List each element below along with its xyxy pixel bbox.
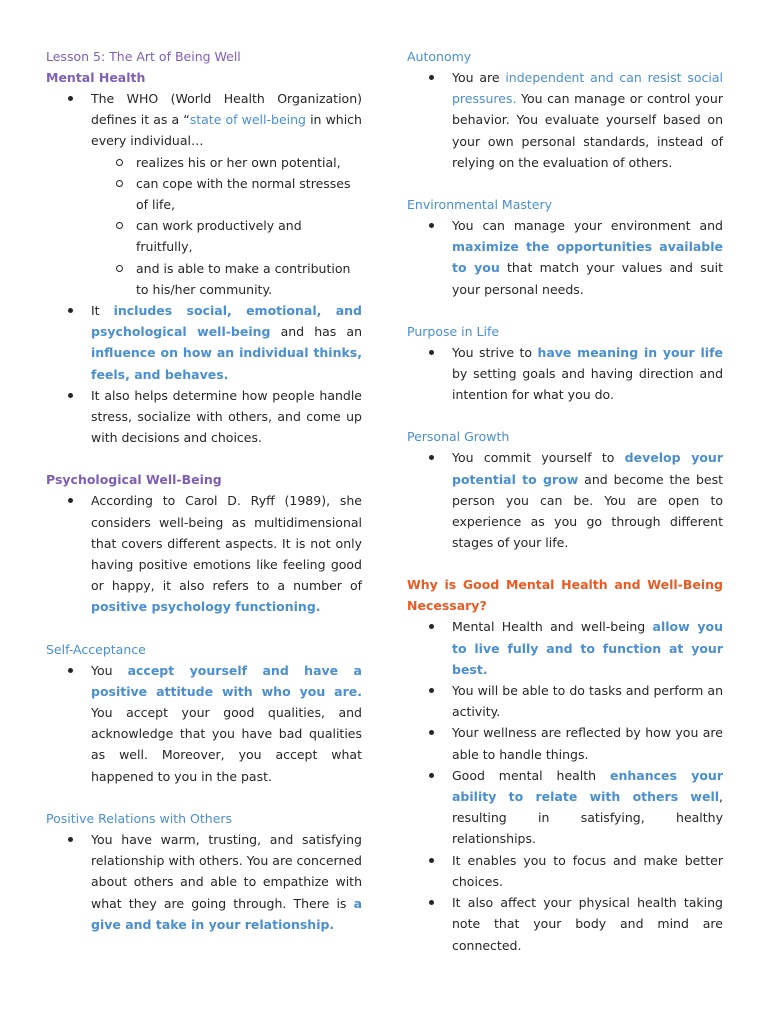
- list-item: Good mental health enhances your ability to relate with others well, resulting in satisfying, healthy relationships.: [407, 765, 723, 850]
- list-item: You will be able to do tasks and perform an activity.: [407, 680, 723, 722]
- list-item: It enables you to focus and make better choices.: [407, 850, 723, 892]
- list-item: Your wellness are reflected by how you are able to handle things.: [407, 722, 723, 764]
- list-item: You have warm, trusting, and satisfying relationship with others. You are concerned about others and able to empathize with what they are going through. There is a give and take in your relationship.: [46, 829, 362, 935]
- environmental-mastery-list: [407, 215, 723, 300]
- list-item: It also affect your physical health taking note that your body and mind are connected.: [407, 892, 723, 956]
- autonomy-heading: Autonomy: [407, 49, 472, 64]
- bullet-icon: [68, 668, 73, 673]
- right-column: [407, 46, 723, 956]
- positive-relations-heading: Positive Relations with Others: [46, 810, 233, 826]
- bullet-icon: [429, 730, 434, 735]
- list-item: can work productively and fruitfully,: [46, 215, 362, 257]
- psych-wellbeing-heading: Psychological Well-Being: [46, 472, 222, 488]
- psych-wellbeing-list: [46, 490, 362, 617]
- self-acceptance-list: [46, 660, 362, 787]
- mental-health-list: [46, 88, 362, 152]
- list-item: You are independent and can resist social pressures. You can manage or control your behavior. You evaluate yourself based on your own personal standards, instead of relying on the evaluation of others.: [407, 67, 723, 173]
- circle-bullet-icon: [116, 159, 123, 166]
- bullet-icon: [429, 624, 434, 629]
- bullet-icon: [429, 773, 434, 778]
- autonomy-list: [407, 67, 723, 173]
- list-item: It includes social, emotional, and psychological well-being and has an influence on how an individual thinks, feels, and behaves.: [46, 300, 362, 385]
- bullet-icon: [68, 96, 73, 101]
- why-necessary-heading: Why is Good Mental Health and Well-Being Necessary?: [407, 577, 723, 614]
- list-item: You strive to have meaning in your life by setting goals and having direction and intention for what you do.: [407, 342, 723, 406]
- circle-bullet-icon: [116, 180, 123, 187]
- list-item: can cope with the normal stresses of life,: [46, 173, 362, 215]
- bullet-icon: [429, 75, 434, 80]
- list-item: It also helps determine how people handle stress, socialize with others, and come up with decisions and choices.: [46, 385, 362, 449]
- list-item: You can manage your environment and maximize the opportunities available to you that match your values and suit your personal needs.: [407, 215, 723, 300]
- who-criteria-list: [46, 152, 362, 300]
- bullet-icon: [68, 498, 73, 503]
- environmental-mastery-heading: Environmental Mastery: [407, 197, 553, 213]
- bullet-icon: [429, 900, 434, 905]
- list-item: realizes his or her own potential,: [46, 152, 362, 173]
- personal-growth-list: [407, 447, 723, 553]
- list-item: Mental Health and well-being allow you to live fully and to function at your best.: [407, 616, 723, 680]
- list-item: According to Carol D. Ryff (1989), she considers well-being as multidimensional that covers different aspects. It is not only having positive emotions like feeling good or happy, it also refers to a number of positive psychology functioning.: [46, 490, 362, 617]
- list-item: You commit yourself to develop your potential to grow and become the best person you can be. You are open to experience as you go through different stages of your life.: [407, 447, 723, 553]
- list-item: The WHO (World Health Organization) defines it as a “state of well-being in which every individual…: [46, 88, 362, 152]
- bullet-icon: [68, 837, 73, 842]
- personal-growth-heading: Personal Growth: [407, 429, 510, 445]
- circle-bullet-icon: [116, 222, 123, 229]
- self-acceptance-heading: Self-Acceptance: [46, 641, 146, 657]
- positive-relations-list: [46, 829, 362, 935]
- bullet-icon: [429, 688, 434, 693]
- mental-health-heading: Mental Health: [46, 70, 146, 85]
- purpose-heading: Purpose in Life: [407, 323, 500, 339]
- bullet-icon: [429, 455, 434, 460]
- purpose-list: [407, 342, 723, 406]
- lesson-title: Lesson 5: The Art of Being Well: [46, 49, 241, 64]
- list-item: and is able to make a contribution to his/her community.: [46, 258, 362, 300]
- why-necessary-list: [407, 616, 723, 955]
- bullet-icon: [429, 223, 434, 228]
- bullet-icon: [68, 308, 73, 313]
- list-item: You accept yourself and have a positive attitude with who you are. You accept your good qualities, and acknowledge that you have bad qualities as well. Moreover, you accept what happened to you in the past.: [46, 660, 362, 787]
- bullet-icon: [429, 858, 434, 863]
- mental-health-list-2: [46, 300, 362, 448]
- bullet-icon: [429, 350, 434, 355]
- circle-bullet-icon: [116, 265, 123, 272]
- left-column: [46, 46, 362, 935]
- bullet-icon: [68, 393, 73, 398]
